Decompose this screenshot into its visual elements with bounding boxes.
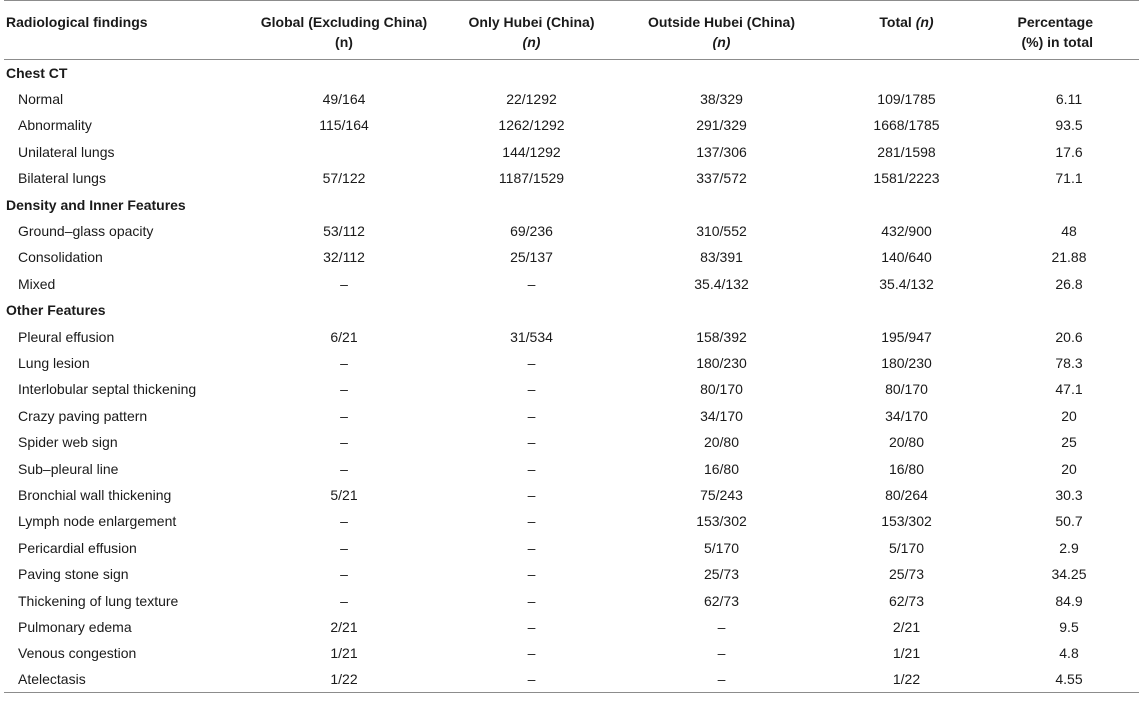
header-text: Percentage (%) in total <box>1017 14 1093 50</box>
table-cell: 109/1785 <box>877 91 936 108</box>
table-cell: – <box>340 513 348 530</box>
table-cell: – <box>527 407 536 424</box>
table-cell: – <box>527 671 536 688</box>
table-cell: 6.11 <box>1055 91 1083 108</box>
table-cell: 20/80 <box>703 434 740 451</box>
table-row <box>4 614 1139 640</box>
table-cell: – <box>527 381 536 398</box>
header-unit: (n) <box>522 34 541 50</box>
table-cell: 1581/2223 <box>873 170 940 187</box>
table-cell: 1668/1785 <box>873 117 940 134</box>
header-text: Radiological findings <box>6 14 148 30</box>
table-cell: 31/534 <box>510 328 553 345</box>
row-label: Thickening of lung texture <box>18 592 179 609</box>
table-cell: 50.7 <box>1055 513 1083 530</box>
table-cell: 17.6 <box>1055 143 1083 160</box>
table-row <box>4 165 1139 191</box>
table-cell: 84.9 <box>1055 592 1083 609</box>
table-cell: – <box>527 645 536 662</box>
table-row <box>4 666 1139 692</box>
table-cell: – <box>527 434 536 451</box>
table-cell: 25/137 <box>510 249 553 266</box>
table-row <box>4 112 1139 138</box>
table-cell: 310/552 <box>696 223 747 240</box>
table-cell: 25/73 <box>888 566 925 583</box>
header-text: Global (Excluding China) (n) <box>260 14 428 50</box>
table-row <box>4 323 1139 349</box>
table-cell: – <box>340 592 348 609</box>
table-header <box>4 1 1139 60</box>
table-cell: 291/329 <box>696 117 747 134</box>
table-cell: 1187/1529 <box>498 170 565 187</box>
header-total <box>814 1 999 60</box>
row-label: Consolidation <box>18 249 103 266</box>
table-row <box>4 139 1139 165</box>
row-label: Venous congestion <box>18 645 137 662</box>
table-cell: 20.6 <box>1055 328 1083 345</box>
row-label: Pericardial effusion <box>18 539 137 556</box>
table-cell: 93.5 <box>1055 117 1083 134</box>
row-label: Normal <box>18 91 64 108</box>
table-row <box>4 350 1139 376</box>
section-header-row <box>4 191 1139 217</box>
table-cell: 49/164 <box>322 91 366 108</box>
table-cell: 281/1598 <box>877 143 936 160</box>
table-cell: 6/21 <box>330 328 358 345</box>
table-cell: 80/170 <box>700 381 743 398</box>
table-cell: 34.25 <box>1051 566 1087 583</box>
table-cell: – <box>527 460 536 477</box>
row-label: Pulmonary edema <box>18 618 132 635</box>
table-row <box>4 482 1139 508</box>
header-unit: (n) <box>712 34 731 50</box>
table-cell: – <box>527 486 536 503</box>
table-cell: 71.1 <box>1055 170 1083 187</box>
table-cell: 9.5 <box>1059 618 1079 635</box>
table-cell: 69/236 <box>510 223 553 240</box>
section-title: Chest CT <box>6 64 68 81</box>
table-row <box>4 455 1139 481</box>
table-cell: – <box>340 460 348 477</box>
table-cell: – <box>717 618 726 635</box>
header-radiological-findings <box>4 1 254 60</box>
table-cell: 22/1292 <box>506 91 557 108</box>
section-header-row <box>4 60 1139 86</box>
table-cell: 16/80 <box>888 460 925 477</box>
table-body <box>4 60 1139 693</box>
table-cell: 62/73 <box>888 592 925 609</box>
table-cell: 26.8 <box>1055 275 1083 292</box>
table-cell: 1/22 <box>892 671 921 688</box>
table-cell: 35.4/132 <box>694 275 749 292</box>
table-cell: 20 <box>1061 460 1077 477</box>
row-label: Lung lesion <box>18 354 90 371</box>
table-cell: 16/80 <box>703 460 740 477</box>
table-cell: – <box>340 275 348 292</box>
table-cell: 5/170 <box>888 539 925 556</box>
table-cell: 48 <box>1061 223 1077 240</box>
table-cell: 83/391 <box>700 249 743 266</box>
table-cell: 25/73 <box>703 566 740 583</box>
table-cell: 1/21 <box>330 645 358 662</box>
table-cell: 337/572 <box>696 170 747 187</box>
table-row <box>4 271 1139 297</box>
row-label: Atelectasis <box>18 671 86 688</box>
table-cell: – <box>340 407 348 424</box>
table-cell: 432/900 <box>881 223 932 240</box>
table-cell: 47.1 <box>1055 381 1083 398</box>
table-row <box>4 218 1139 244</box>
table-cell: 21.88 <box>1051 249 1087 266</box>
table-cell: 5/21 <box>330 486 358 503</box>
row-label: Ground–glass opacity <box>18 223 154 240</box>
table-cell: – <box>340 434 348 451</box>
table-cell: – <box>340 381 348 398</box>
table-cell: 35.4/132 <box>879 275 934 292</box>
table-cell: 153/302 <box>696 513 747 530</box>
table-cell: 2/21 <box>330 618 358 635</box>
row-label: Crazy paving pattern <box>18 407 148 424</box>
table-cell: 140/640 <box>881 249 932 266</box>
table-cell: – <box>340 566 348 583</box>
table-cell: 20/80 <box>888 434 925 451</box>
section-title: Density and Inner Features <box>6 196 186 213</box>
table-cell: – <box>340 539 348 556</box>
table-cell: 1/21 <box>892 645 921 662</box>
row-label: Abnormality <box>18 117 92 134</box>
row-label: Paving stone sign <box>18 566 129 583</box>
row-label: Sub–pleural line <box>18 460 119 477</box>
section-title: Other Features <box>6 302 106 319</box>
table-cell: 4.8 <box>1059 645 1079 662</box>
table-cell: 57/122 <box>322 170 366 187</box>
table-cell: – <box>527 354 536 371</box>
header-unit: (n) <box>915 14 934 30</box>
table-cell: – <box>527 592 536 609</box>
table-cell: 32/112 <box>323 249 365 266</box>
findings-table-container <box>4 0 1139 693</box>
table-cell: – <box>527 539 536 556</box>
table-cell: – <box>527 275 536 292</box>
header-outside-hubei <box>629 1 814 60</box>
row-label: Interlobular septal thickening <box>18 381 197 398</box>
table-cell: 34/170 <box>700 407 743 424</box>
table-cell: 78.3 <box>1055 354 1083 371</box>
table-cell: 144/1292 <box>502 143 561 160</box>
table-cell: – <box>527 513 536 530</box>
row-label: Unilateral lungs <box>18 143 115 160</box>
table-row <box>4 86 1139 112</box>
header-global <box>254 1 434 60</box>
table-row <box>4 403 1139 429</box>
table-row <box>4 587 1139 613</box>
table-row <box>4 640 1139 666</box>
table-cell: 2.9 <box>1059 539 1079 556</box>
header-percentage <box>999 1 1139 60</box>
table-cell: 5/170 <box>703 539 740 556</box>
table-cell: 137/306 <box>696 143 747 160</box>
header-text: Outside Hubei (China) <box>648 14 795 30</box>
table-cell: 153/302 <box>881 513 932 530</box>
row-label: Spider web sign <box>18 434 118 451</box>
table-cell: – <box>527 566 536 583</box>
table-cell: 180/230 <box>696 354 747 371</box>
table-cell: – <box>717 671 726 688</box>
row-label: Pleural effusion <box>18 328 115 345</box>
table-row <box>4 244 1139 270</box>
header-row <box>4 1 1139 60</box>
table-row <box>4 535 1139 561</box>
table-cell: 80/170 <box>885 381 928 398</box>
row-label: Mixed <box>18 275 56 292</box>
table-row <box>4 508 1139 534</box>
header-text: Total <box>879 14 912 30</box>
table-cell: 75/243 <box>700 486 743 503</box>
table-cell: – <box>340 354 348 371</box>
table-cell: 30.3 <box>1055 486 1083 503</box>
row-label: Bronchial wall thickening <box>18 486 172 503</box>
table-row <box>4 376 1139 402</box>
table-cell: 158/392 <box>696 328 747 345</box>
radiological-findings-table <box>4 0 1139 693</box>
table-cell: 25 <box>1061 434 1077 451</box>
table-cell: 1262/1292 <box>498 117 565 134</box>
row-label: Bilateral lungs <box>18 170 106 187</box>
table-cell: 80/264 <box>885 486 928 503</box>
table-cell: – <box>717 645 726 662</box>
table-cell: 2/21 <box>892 618 921 635</box>
table-cell: 20 <box>1061 407 1077 424</box>
table-cell: – <box>527 618 536 635</box>
table-cell: 62/73 <box>703 592 740 609</box>
table-row <box>4 429 1139 455</box>
table-row <box>4 561 1139 587</box>
header-text: Only Hubei (China) <box>468 14 595 30</box>
table-cell: 4.55 <box>1055 671 1083 688</box>
table-cell: 1/22 <box>330 671 358 688</box>
table-cell: 38/329 <box>700 91 743 108</box>
table-cell: 115/164 <box>319 117 369 134</box>
table-cell: 195/947 <box>881 328 932 345</box>
table-cell: 180/230 <box>881 354 932 371</box>
section-header-row <box>4 297 1139 323</box>
table-cell: 34/170 <box>885 407 928 424</box>
table-cell <box>254 139 434 165</box>
row-label: Lymph node enlargement <box>18 513 177 530</box>
table-cell: 53/112 <box>323 223 365 240</box>
header-only-hubei <box>434 1 629 60</box>
